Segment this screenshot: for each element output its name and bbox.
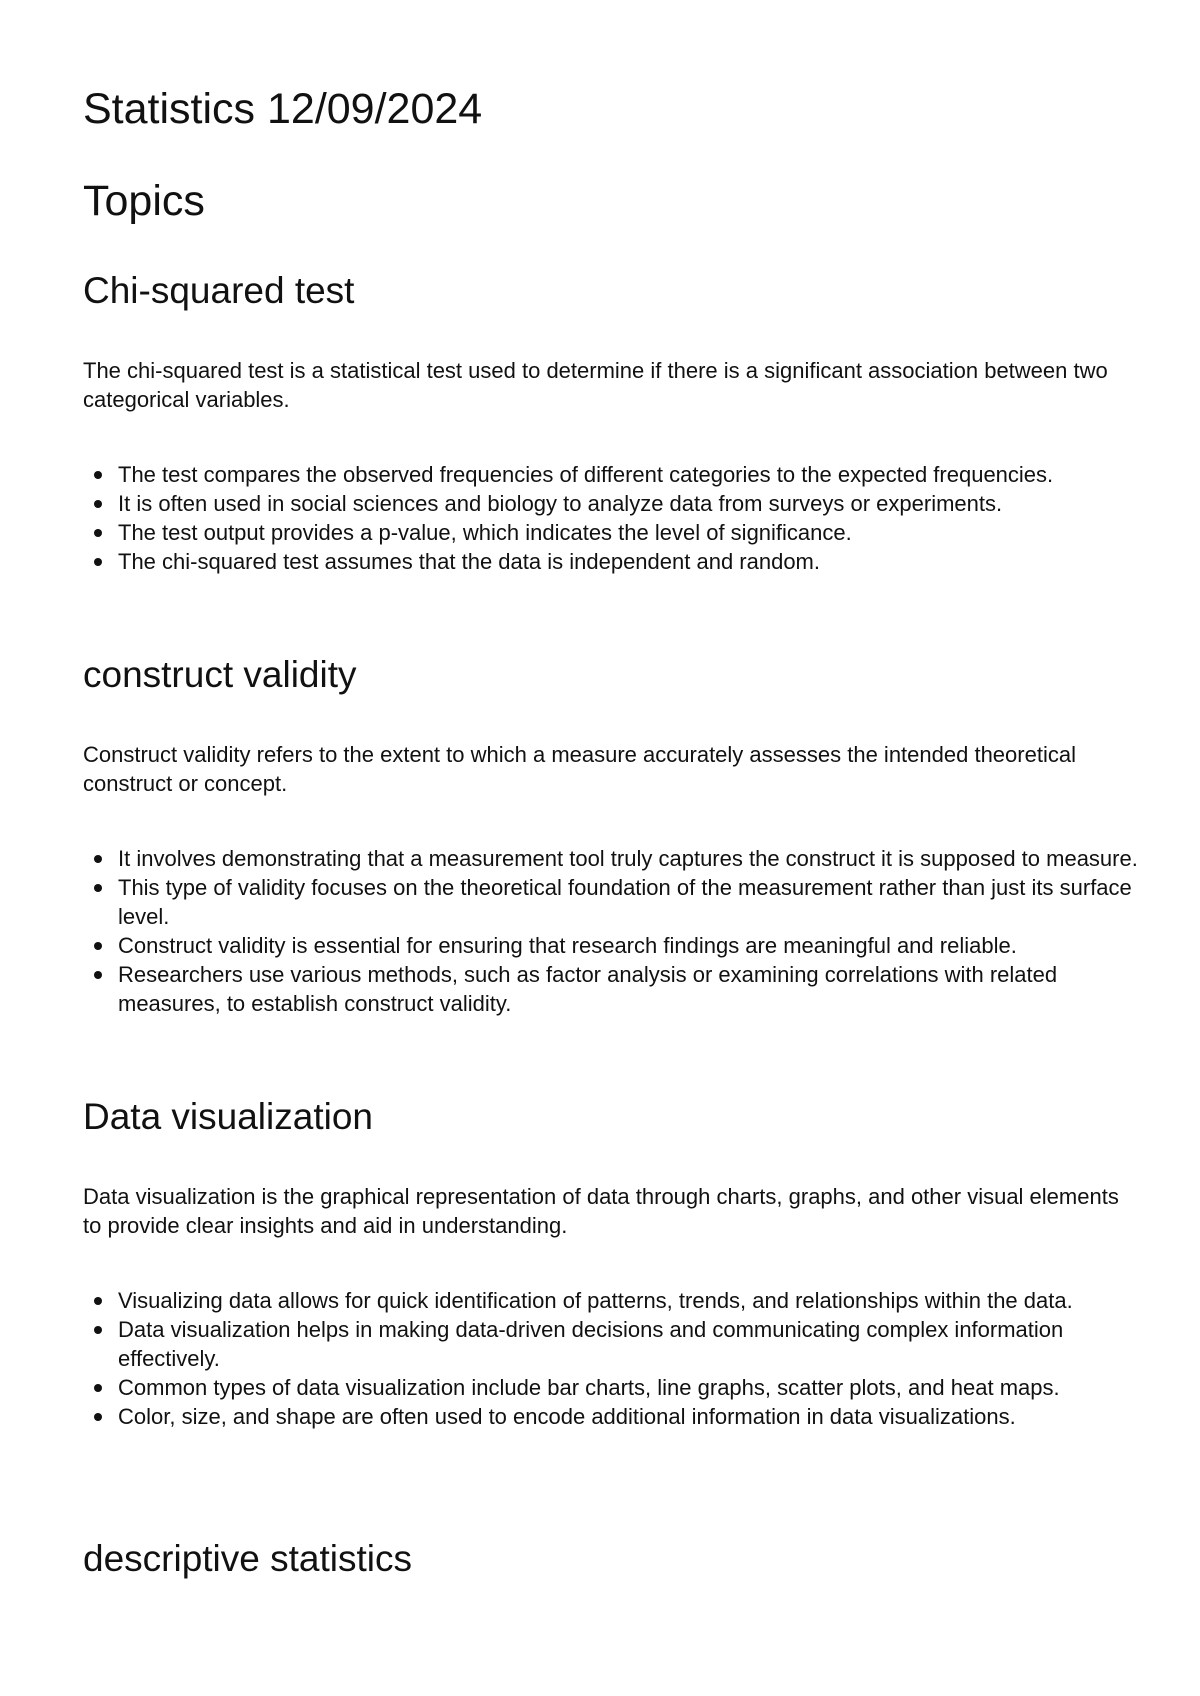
section-summary: Data visualization is the graphical representation of data through charts, graphs, and other visual elements to provide clear insights and aid in understanding. (83, 1184, 1119, 1238)
section-descriptive-statistics (83, 1536, 1143, 1582)
section-summary: Construct validity refers to the extent to which a measure accurately assesses the intended theoretical construct or concept. (83, 742, 1076, 796)
list-item-text: Researchers use various methods, such as factor analysis or examining correlations with related measures, to establish construct validity. (118, 962, 1058, 1016)
bullet-icon (94, 1384, 102, 1392)
bullet-icon (94, 884, 102, 892)
bullet-icon (94, 529, 102, 537)
list-item (83, 960, 1163, 1018)
section-heading: Data visualization (83, 1096, 373, 1137)
list-item-text: Color, size, and shape are often used to encode additional information in data visualizations. (118, 1404, 1016, 1429)
section-heading: descriptive statistics (83, 1538, 412, 1579)
bullet-icon (94, 471, 102, 479)
list-item (83, 844, 1163, 873)
bullet-icon (94, 971, 102, 979)
list-item-text: The test compares the observed frequencies of different categories to the expected frequencies. (118, 462, 1054, 487)
section-chi-squared (83, 268, 1143, 576)
bullet-icon (94, 1413, 102, 1421)
section-construct-validity (83, 652, 1143, 1018)
document-title: Statistics 12/09/2024 (83, 85, 483, 133)
section-heading: Chi-squared test (83, 270, 355, 311)
list-item-text: It involves demonstrating that a measurement tool truly captures the construct it is supposed to measure. (118, 846, 1138, 871)
list-item-text: Data visualization helps in making data-driven decisions and communicating complex information effectively. (118, 1317, 1064, 1371)
bullet-icon (94, 1326, 102, 1334)
list-item-text: Visualizing data allows for quick identification of patterns, trends, and relationships within the data. (118, 1288, 1073, 1313)
topics-heading: Topics (83, 177, 205, 225)
list-item (83, 873, 1163, 931)
section-heading: construct validity (83, 654, 357, 695)
list-item-text: Construct validity is essential for ensuring that research findings are meaningful and reliable. (118, 933, 1017, 958)
list-item-text: The test output provides a p-value, which indicates the level of significance. (118, 520, 852, 545)
list-item (83, 1315, 1163, 1373)
list-item (83, 1402, 1163, 1431)
bullet-icon (94, 500, 102, 508)
list-item-text: Common types of data visualization include bar charts, line graphs, scatter plots, and heat maps. (118, 1375, 1060, 1400)
bullet-icon (94, 1297, 102, 1305)
list-item (83, 931, 1163, 960)
list-item (83, 518, 1163, 547)
list-item (83, 460, 1163, 489)
bullet-list (83, 1286, 1143, 1431)
list-item-text: This type of validity focuses on the theoretical foundation of the measurement rather than just its surface level. (118, 875, 1132, 929)
section-summary: The chi-squared test is a statistical test used to determine if there is a significant association between two categorical variables. (83, 358, 1108, 412)
list-item (83, 1373, 1163, 1402)
bullet-icon (94, 855, 102, 863)
bullet-list (83, 844, 1143, 1018)
bullet-icon (94, 942, 102, 950)
list-item (83, 1286, 1163, 1315)
bullet-icon (94, 558, 102, 566)
list-item-text: The chi-squared test assumes that the data is independent and random. (118, 549, 820, 574)
section-data-visualization (83, 1094, 1143, 1431)
bullet-list (83, 460, 1143, 576)
list-item (83, 489, 1163, 518)
list-item (83, 547, 1163, 576)
list-item-text: It is often used in social sciences and biology to analyze data from surveys or experiments. (118, 491, 1003, 516)
